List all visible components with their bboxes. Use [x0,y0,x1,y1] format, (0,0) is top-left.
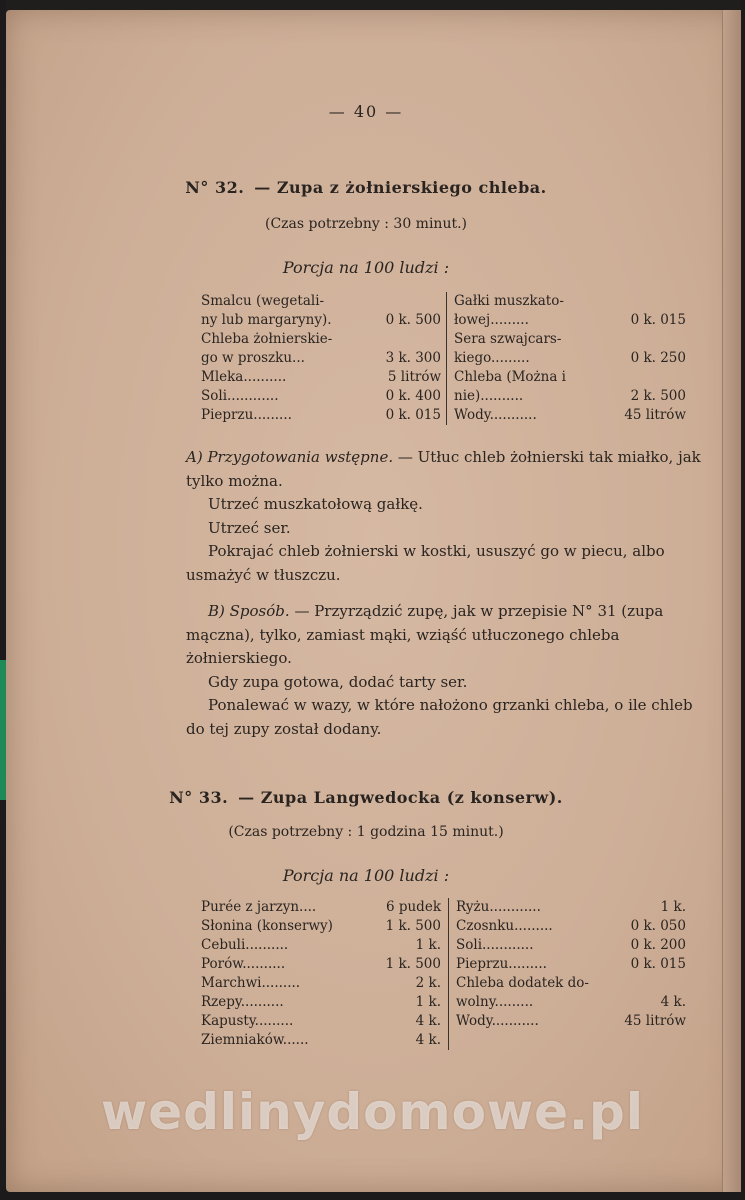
ingredient-row [456,1012,686,1031]
ingredient-name: Chleba żołnierskie- [201,331,333,347]
ingredient-quantity [680,292,686,311]
page-number: — 40 — [328,102,404,121]
prep-line: Utrzeć muszkatołową gałkę. [208,495,423,513]
ingredient-name: Purée z jarzyn.... [201,899,317,915]
recipe-32-method [186,600,711,741]
ingredient-name: Wody........... [456,1013,539,1029]
method-line: Ponalewać w wazy, w które nałożono grzanki chleba, o ile chleb do tej zupy został dodany. [186,696,693,738]
prep-label: A) Przygotowania wstępne. [186,448,394,466]
ingredient-quantity: 0 k. 015 [630,312,686,328]
ingredient-quantity: 45 litrów [624,1013,686,1029]
recipe-32-preparation [186,446,711,587]
recipe-33-ingredients-right [456,898,686,1031]
ingredient-row [201,292,441,311]
ingredient-name: kiego......... [454,350,530,366]
ingredient-name: Sera szwajcars- [454,331,562,347]
recipe-32-number: N° 32. [185,178,245,197]
recipe-33-title: — Zupa Langwedocka (z konserw). [238,788,563,807]
ingredient-row [201,917,441,936]
ingredient-name: Słonina (konserwy) [201,918,333,934]
ingredient-name: Mleka.......... [201,369,287,385]
ingredient-row [201,311,441,330]
page-edge [722,10,741,1192]
method-line: Gdy zupa gotowa, dodać tarty ser. [208,672,468,691]
ingredient-name: ny lub margaryny). [201,312,332,328]
recipe-32-ingredients-right [454,292,686,425]
ingredient-quantity: 0 k. 500 [385,312,441,328]
recipe-33-number: N° 33. [169,788,229,807]
ingredient-row [201,898,441,917]
book-page [6,10,740,1192]
column-divider [446,292,447,425]
method-line: — Przyrządzić zupę, jak w przepisie N° 31 (zupa mączna), tylko, zamiast mąki, wziąść utłuczonego chleba żołnierskiego. [186,602,664,667]
recipe-32-heading [6,178,726,197]
ingredient-name: Ziemniaków...... [201,1032,309,1048]
ingredient-row [454,330,686,349]
ingredient-name: Soli............ [456,937,534,953]
prep-line: Pokrajać chleb żołnierski w kostki, ususzyć go w piecu, albo usmażyć w tłuszczu. [186,542,665,584]
prep-line: Utrzeć ser. [208,518,291,537]
ingredient-quantity: 4 k. [415,1032,441,1048]
recipe-32-portion: Porcja na 100 ludzi : [282,258,450,277]
ingredient-name: Cebuli.......... [201,937,289,953]
ingredient-quantity: 2 k. 500 [630,388,686,404]
ingredient-row [201,368,441,387]
ingredient-row [456,974,686,993]
ingredient-row [201,936,441,955]
watermark: wedlinydomowe.pl [101,1083,644,1141]
ingredient-row [454,368,686,387]
ingredient-row [454,311,686,330]
ingredient-name: wolny......... [456,994,534,1010]
method-label: B) Sposób. [208,602,290,620]
ingredient-quantity: 0 k. 400 [385,388,441,404]
ingredient-name: Marchwi......... [201,975,301,991]
ingredient-quantity: 1 k. [415,937,441,953]
ingredient-name: łowej......... [454,312,529,328]
ingredient-name: Ryżu............ [456,899,541,915]
ingredient-row [201,1012,441,1031]
ingredient-quantity: 1 k. [660,899,686,915]
ingredient-quantity [680,368,686,387]
ingredient-row [456,898,686,917]
ingredient-row [456,936,686,955]
ingredient-name: Kapusty......... [201,1013,294,1029]
ingredient-row [454,349,686,368]
ingredient-quantity: 4 k. [415,1013,441,1029]
recipe-33-time: (Czas potrzebny : 1 godzina 15 minut.) [228,824,504,840]
ingredient-quantity: 0 k. 015 [385,407,441,423]
ingredient-row [456,917,686,936]
ingredient-quantity: 0 k. 015 [630,956,686,972]
recipe-32-title: — Zupa z żołnierskiego chleba. [254,178,547,197]
ingredient-name: Pieprzu......... [456,956,547,972]
ingredient-name: Pieprzu......... [201,407,292,423]
ingredient-name: Chleba dodatek do- [456,975,589,991]
prep-line: — Utłuc chleb żołnierski tak miałko, jak tylko można. [186,448,701,490]
ingredient-name: Chleba (Można i [454,369,566,385]
ingredient-row [201,1031,441,1050]
ingredient-quantity [435,330,441,349]
recipe-33-portion: Porcja na 100 ludzi : [282,866,450,885]
ingredient-row [456,993,686,1012]
ingredient-quantity: 0 k. 050 [630,918,686,934]
ingredient-quantity [680,974,686,993]
ingredient-quantity [680,330,686,349]
ingredient-name: Rzepy.......... [201,994,284,1010]
ingredient-row [201,387,441,406]
ingredient-row [456,955,686,974]
ingredient-row [454,387,686,406]
ingredient-name: go w proszku... [201,350,305,366]
ingredient-row [201,406,441,425]
ingredient-row [201,955,441,974]
ingredient-row [454,406,686,425]
ingredient-quantity: 6 pudek [385,899,441,915]
ingredient-quantity: 2 k. [415,975,441,991]
ingredient-name: Czosnku......... [456,918,553,934]
column-divider [448,898,449,1050]
recipe-33-ingredients-left [201,898,441,1050]
ingredient-quantity: 45 litrów [624,407,686,423]
ingredient-row [454,292,686,311]
ingredient-quantity: 0 k. 250 [630,350,686,366]
recipe-33-heading [6,788,726,807]
ingredient-name: Soli............ [201,388,279,404]
ingredient-row [201,330,441,349]
ingredient-name: Smalcu (wegetali- [201,293,325,309]
ingredient-quantity: 1 k. 500 [385,956,441,972]
recipe-32-ingredients-left [201,292,441,425]
ingredient-quantity: 0 k. 200 [630,937,686,953]
ingredient-quantity: 4 k. [660,994,686,1010]
ingredient-quantity: 1 k. [415,994,441,1010]
ingredient-row [201,349,441,368]
ingredient-row [201,993,441,1012]
ingredient-quantity [435,292,441,311]
ingredient-quantity: 5 litrów [387,369,441,385]
ingredient-quantity: 1 k. 500 [385,918,441,934]
ingredient-name: Wody........... [454,407,537,423]
ingredient-name: nie).......... [454,388,524,404]
ingredient-row [201,974,441,993]
recipe-32-time: (Czas potrzebny : 30 minut.) [265,216,467,232]
ingredient-name: Porów.......... [201,956,286,972]
ingredient-name: Gałki muszkato- [454,293,564,309]
ingredient-quantity: 3 k. 300 [385,350,441,366]
